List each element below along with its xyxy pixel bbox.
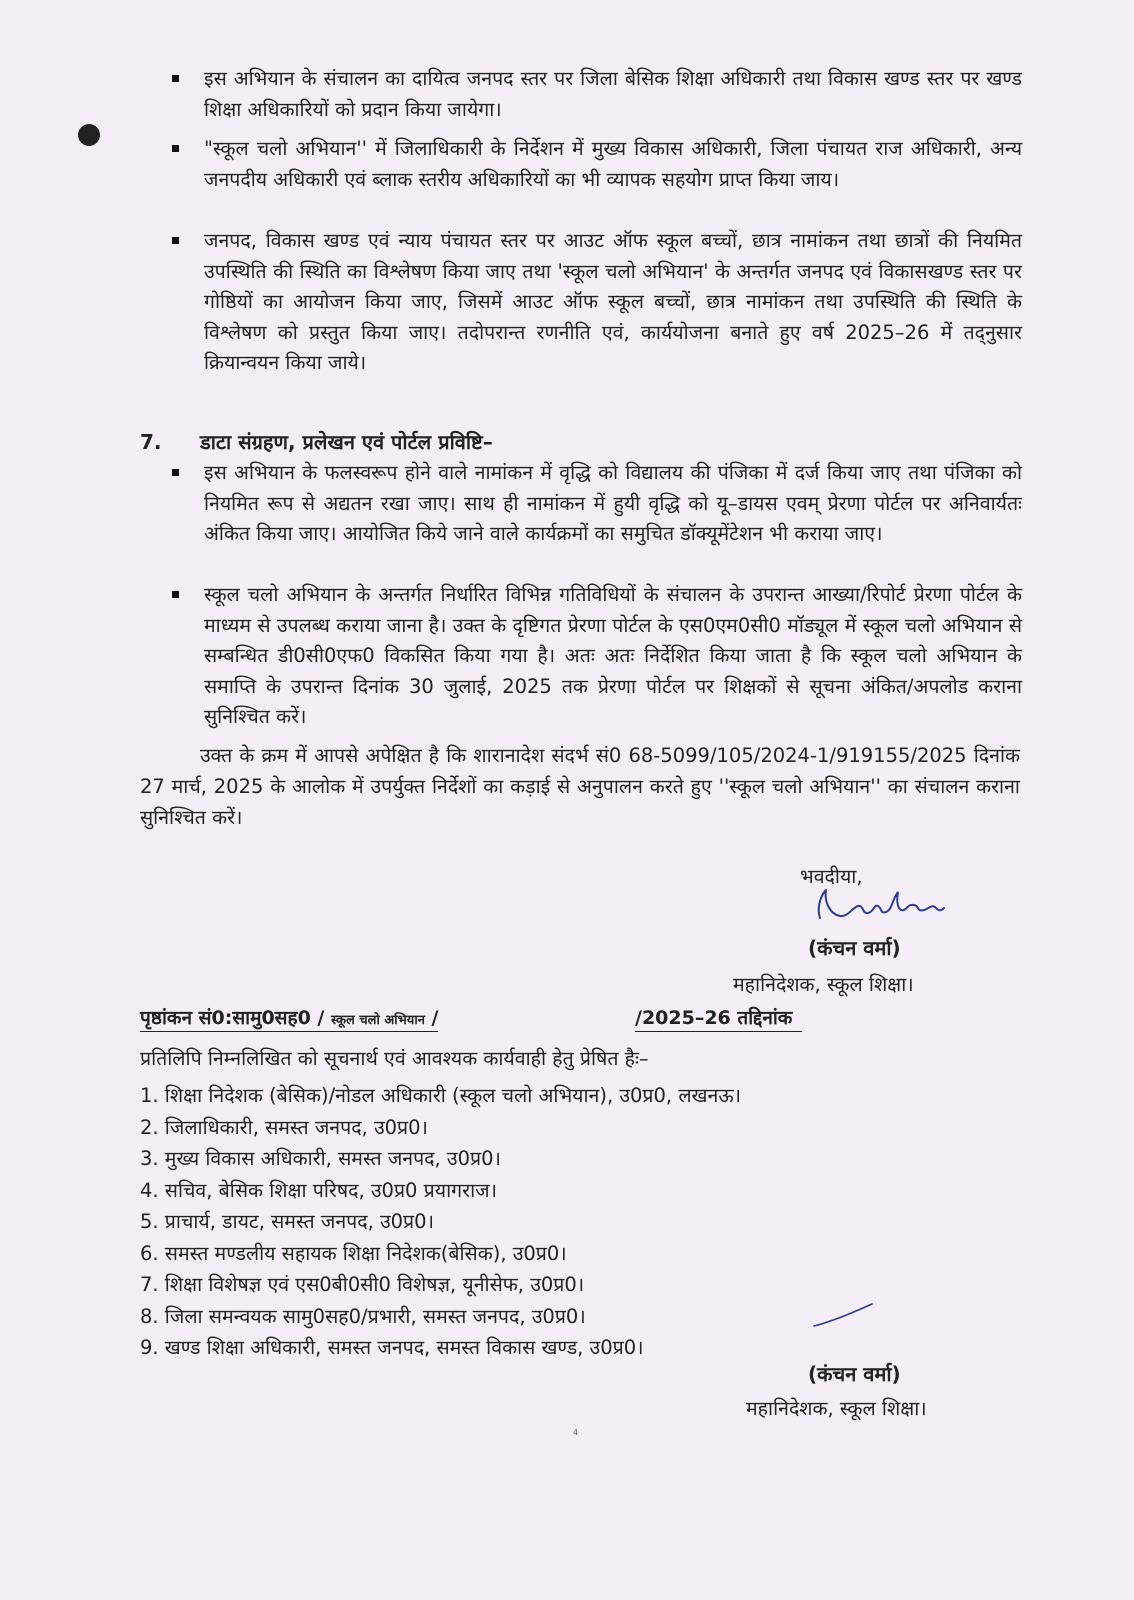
handwritten-signature [812, 886, 952, 930]
bullet-text: "स्कूल चलो अभियान'' में जिलाधिकारी के निर्देशन में मुख्य विकास अधिकारी, जिला पंचायत राज अधिकारी, अन्य जनपदीय अधिकारी एवं ब्लाक स्तरीय अधिकारियों का भी व्यापक सहयोग प्राप्त किया जाय। [204, 137, 1022, 191]
section-number: 7. [140, 430, 162, 454]
copy-intro: प्रतिलिपि निम्नलिखित को सूचनार्थ एवं आवश्यक कार्यवाही हेतु प्रेषित हैः– [140, 1047, 649, 1070]
bullet-text: स्कूल चलो अभियान के अन्तर्गत निर्धारित विभिन्न गतिविधियों के संचालन के उपरान्त आख्या/रिपोर्ट प्रेरणा पोर्टल के माध्यम से उपलब्ध कराया जाना है। उक्त के दृष्टिगत प्रेरणा पोर्टल के एस0एम0सी0 मॉड्यूल में स्कूल चलो अभियान से सम्बन्धित डी0सी0एफ0 विकसित किया गया है। अतः अतः निर्देशित किया जाता है कि स्कूल चलो अभियान के समाप्ति के उपरान्त दिनांक 30 जुलाई, 2025 तक प्रेरणा पोर्टल पर शिक्षकों से सूचना अंकित/अपलोड कराना सुनिश्चित करें। [204, 583, 1022, 728]
final-signatory-name: (कंचन वर्मा) [808, 1362, 901, 1386]
signatory-name: (कंचन वर्मा) [808, 936, 901, 960]
endorsement-campaign: स्कूल चलो अभियान [331, 1013, 425, 1028]
salutation: भवदीया, [800, 865, 863, 888]
endorsement-main: पृष्ठांकन सं0:सामु0सह0 / [140, 1007, 325, 1029]
bullet-item [172, 458, 1022, 550]
endorsement-reference [140, 1004, 438, 1032]
final-signatory-designation: महानिदेशक, स्कूल शिक्षा। [746, 1397, 927, 1420]
pen-stroke [810, 1300, 880, 1330]
bullet-icon [172, 75, 179, 82]
endorsement-line [140, 1004, 870, 1032]
bullet-icon [172, 469, 179, 476]
endorsement-tail: / [424, 1007, 439, 1029]
list-item: 4. सचिव, बेसिक शिक्षा परिषद, उ0प्र0 प्रयागराज। [140, 1178, 497, 1202]
list-item: 8. जिला समन्वयक सामु0सह0/प्रभारी, समस्त जनपद, उ0प्र0। [140, 1304, 586, 1328]
bullet-text: इस अभियान के फलस्वरूप होने वाले नामांकन में वृद्धि को विद्यालय की पंजिका में दर्ज किया जाए तथा पंजिका को नियमित रूप से अद्यतन रखा जाए। साथ ही नामांकन में हुयी वृद्धि को यू–डायस एवम् प्रेरणा पोर्टल पर अनिवार्यतः अंकित किया जाए। आयोजित किये जाने वाले कार्यक्रमों का समुचित डॉक्यूमेंटेशन भी कराया जाए। [204, 461, 1022, 545]
closing-paragraph: उक्त के क्रम में आपसे अपेक्षित है कि शारानादेश संदर्भ सं0 68-5099/105/2024-1/919155/2025 दिनांक 27 मार्च, 2025 के आलोक में उपर्युक्त निर्देशों का कड़ाई से अनुपालन करते हुए ''स्कूल चलो अभियान'' का संचालन कराना सुनिश्चित करें। [140, 744, 1020, 829]
bullet-text: इस अभियान के संचालन का दायित्व जनपद स्तर पर जिला बेसिक शिक्षा अधिकारी तथा विकास खण्ड स्तर पर खण्ड शिक्षा अधिकारियों को प्रदान किया जायेगा। [204, 67, 1022, 121]
bullet-item [172, 226, 1022, 379]
bullet-text: जनपद, विकास खण्ड एवं न्याय पंचायत स्तर पर आउट ऑफ स्कूल बच्चों, छात्र नामांकन तथा छात्रों की नियमित उपस्थिति की स्थिति का विश्लेषण किया जाए तथा 'स्कूल चलो अभियान' के अन्तर्गत जनपद एवं विकासखण्ड स्तर पर गोष्ठियों का आयोजन किया जाए, जिसमें आउट ऑफ स्कूल बच्चों, छात्र नामांकन तथा उपस्थिति की स्थिति के विश्लेषण को प्रस्तुत किया जाए। तदोपरान्त रणनीति एवं, कार्ययोजना बनाते हुए वर्ष 2025–26 में तद्नुसार क्रियान्वयन किया जाये। [204, 229, 1022, 374]
endorsement-date: /2025–26 तद्दिनांक [635, 1004, 802, 1032]
section-title: डाटा संग्रहण, प्रलेखन एवं पोर्टल प्रविष्टि– [200, 430, 493, 454]
list-item: 6. समस्त मण्डलीय सहायक शिक्षा निदेशक(बेसिक), उ0प्र0। [140, 1241, 567, 1265]
bullet-item [172, 580, 1022, 733]
list-item: 9. खण्ड शिक्षा अधिकारी, समस्त जनपद, समस्त विकास खण्ड, उ0प्र0। [140, 1336, 644, 1359]
list-item: 1. शिक्षा निदेशक (बेसिक)/नोडल अधिकारी (स्कूल चलो अभियान), उ0प्र0, लखनऊ। [140, 1084, 742, 1107]
list-item: 5. प्राचार्य, डायट, समस्त जनपद, उ0प्र0। [140, 1210, 434, 1233]
ink-blot [78, 124, 100, 146]
section-heading [140, 428, 493, 455]
list-item: 3. मुख्य विकास अधिकारी, समस्त जनपद, उ0प्र0। [140, 1147, 501, 1170]
page-number: 4 [573, 1428, 579, 1437]
bullet-item [172, 134, 1022, 195]
bullet-icon [172, 237, 179, 244]
copy-list [140, 1080, 741, 1364]
list-item: 7. शिक्षा विशेषज्ञ एवं एस0बी0सी0 विशेषज्ञ, यूनीसेफ, उ0प्र0। [140, 1273, 585, 1296]
bullet-item [172, 64, 1022, 125]
bullet-icon [172, 145, 179, 152]
list-item: 2. जिलाधिकारी, समस्त जनपद, उ0प्र0। [140, 1115, 428, 1139]
bullet-icon [172, 591, 179, 598]
signatory-designation: महानिदेशक, स्कूल शिक्षा। [733, 973, 914, 996]
